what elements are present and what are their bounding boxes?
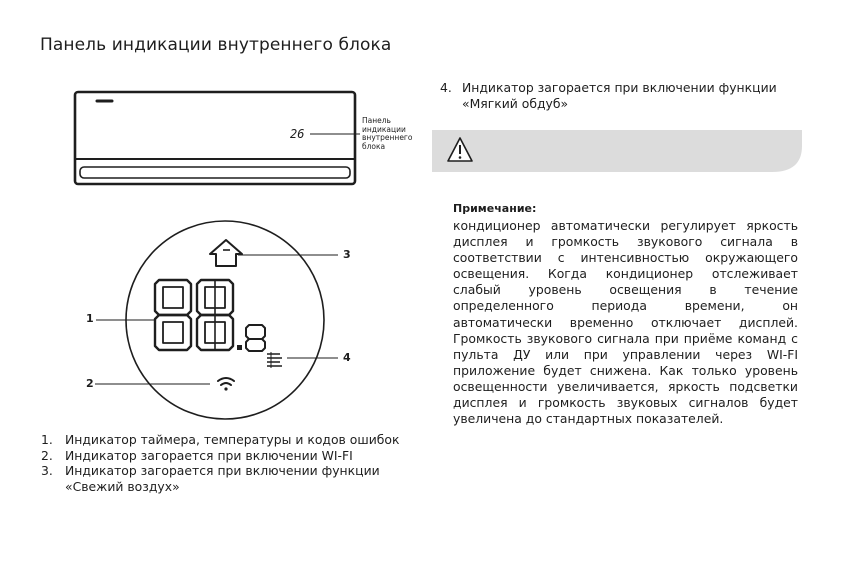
list-item (41, 448, 421, 464)
panel-label: Панель индикации внутреннего блока (362, 116, 413, 151)
list-item-number: 1. (41, 432, 53, 447)
note-heading: Примечание: (453, 202, 537, 215)
list-item-text: Индикатор загорается при включении WI-FI (65, 447, 353, 463)
page-title: Панель индикации внутреннего блока (40, 35, 392, 55)
list-item-number: 2. (41, 447, 53, 463)
callout-1: 1 (86, 312, 94, 325)
display-closeup (60, 218, 370, 423)
indicator-list (41, 432, 421, 494)
list-item-text: Индикатор загорается при включении функции «Мягкий обдуб» (462, 80, 777, 111)
warning-bar (432, 128, 802, 174)
note-body: кондиционер автоматически регулирует яркость дисплея и громкость звукового сигнала в соответствии с интенсивностью окружающего освещения. Когда кондиционер отслеживает слабый уровень освещения в течение определенного периода времени, он автоматически временно отключает дисплей. Громкость звукового сигнала при приёме команд с пульта ДУ или при управлении через WI-FI приложение будет снижена. Как только уровень освещенности увеличивается, яркость подсветки дисплея и громкость звуковых сигналов будет увеличена до стандартных показателей. (453, 218, 798, 427)
callout-4: 4 (343, 351, 351, 364)
decimal-point (237, 345, 242, 350)
list-item-number: 3. (41, 463, 53, 478)
callout-2: 2 (86, 377, 94, 390)
list-item-text: Индикатор таймера, температуры и кодов ошибок (65, 432, 400, 447)
unit-display-text: 26 (290, 127, 305, 141)
callout-3: 3 (343, 248, 351, 261)
list-item (41, 463, 421, 494)
indoor-unit-illustration (70, 85, 370, 195)
list-item-4 (440, 80, 805, 111)
list-item-text: Индикатор загорается при включении функции «Свежий воздух» (65, 463, 380, 494)
list-item-number: 4. (440, 80, 452, 95)
list-item (41, 432, 421, 448)
